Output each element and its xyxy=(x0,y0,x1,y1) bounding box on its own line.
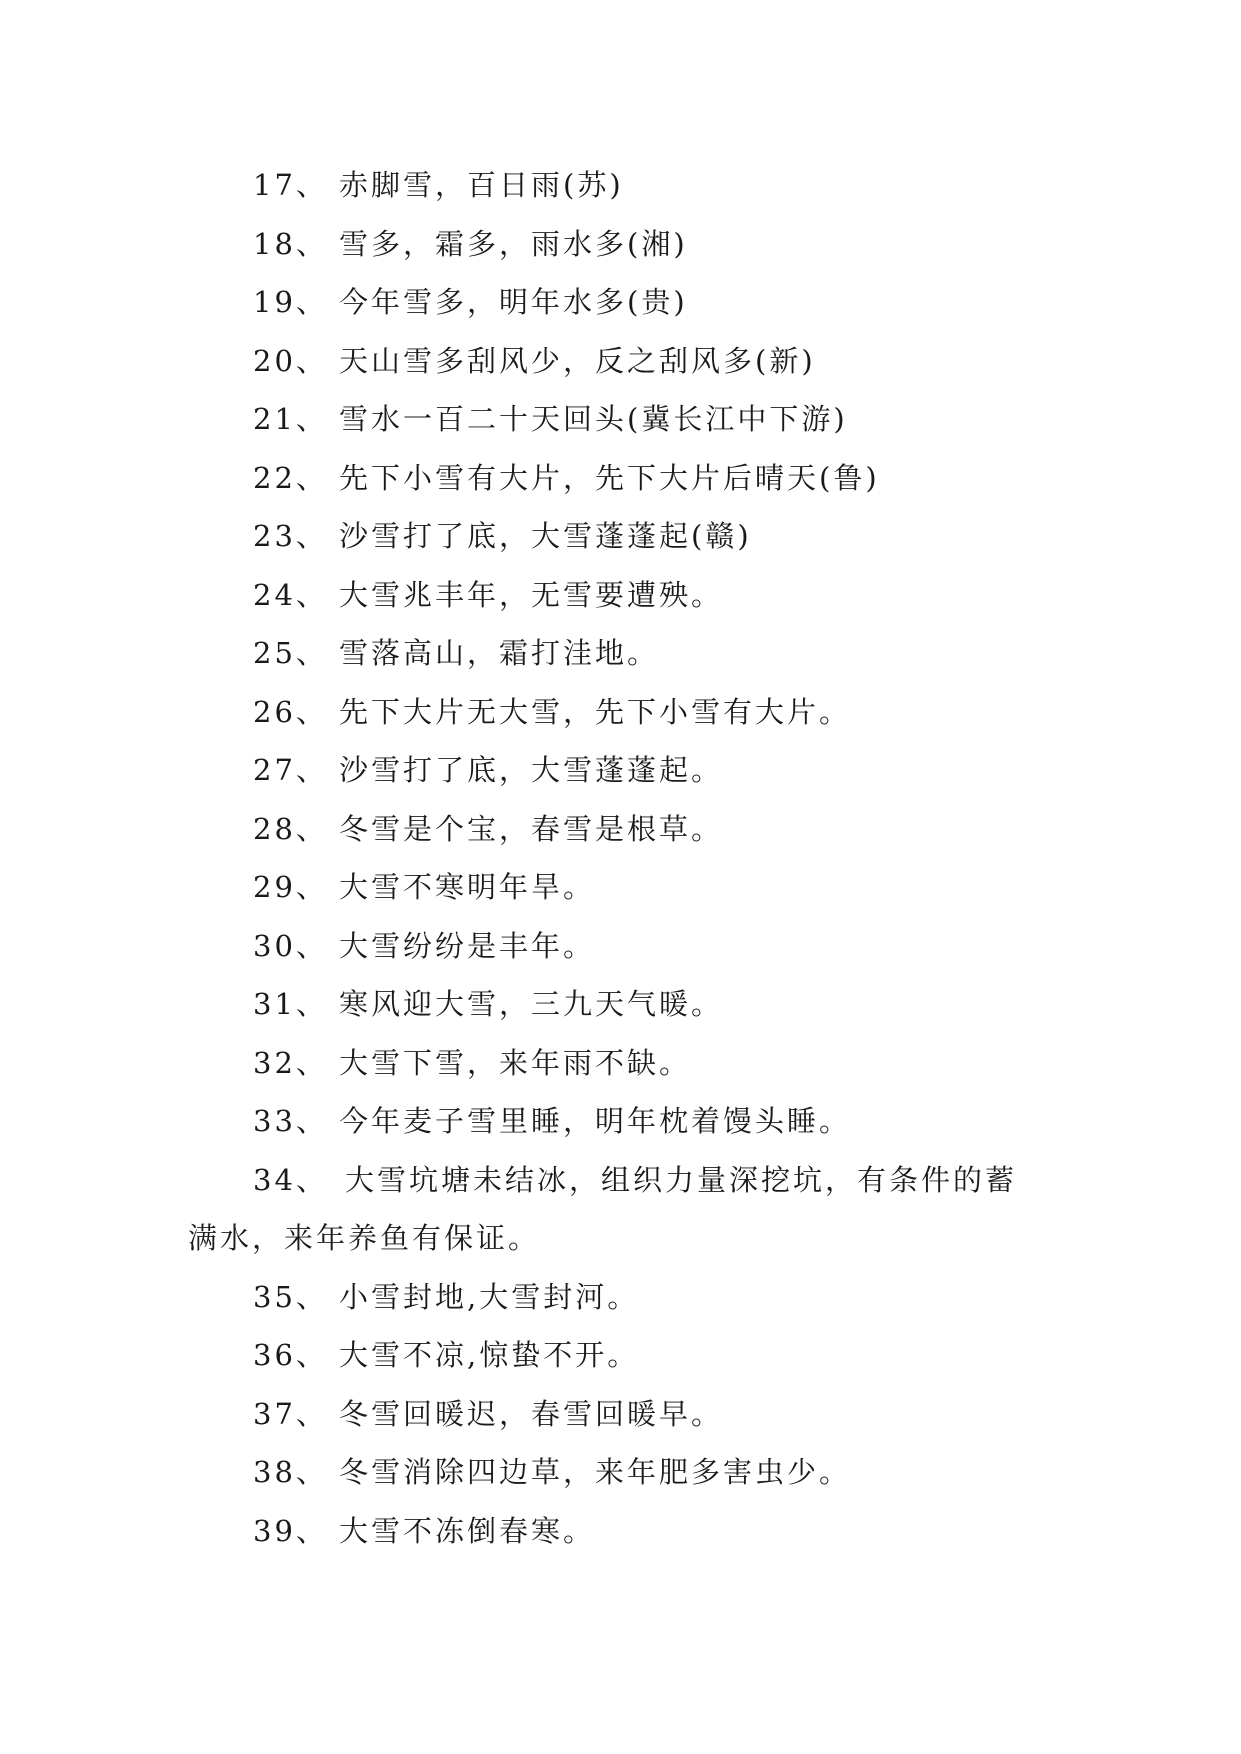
item-number: 37、 xyxy=(253,1396,328,1431)
item-text: 冬雪是个宝，春雪是根草。 xyxy=(339,811,724,846)
list-item xyxy=(0,449,1241,508)
item-text: 沙雪打了底，大雪蓬蓬起。 xyxy=(339,753,724,787)
item-text: 雪落高山，霜打洼地。 xyxy=(339,636,660,670)
item-text: 今年麦子雪里睡，明年枕着馒头睡。 xyxy=(339,1104,852,1138)
item-number: 34、 xyxy=(253,1162,328,1197)
item-text: 小雪封地,大雪封河。 xyxy=(339,1279,640,1314)
item-number: 32、 xyxy=(253,1045,328,1080)
item-text: 冬雪回暖迟，春雪回暖早。 xyxy=(339,1396,724,1431)
list-item xyxy=(0,741,1241,800)
item-text: 大雪兆丰年，无雪要遭殃。 xyxy=(339,577,724,612)
item-number: 18、 xyxy=(253,226,328,261)
item-text: 沙雪打了底，大雪蓬蓬起(赣) xyxy=(339,519,752,553)
list-item xyxy=(0,1034,1241,1093)
item-text: 大雪纷纷是丰年。 xyxy=(339,928,596,963)
list-item xyxy=(0,1326,1241,1385)
list-item xyxy=(0,332,1241,391)
item-text: 雪多，霜多，雨水多(湘) xyxy=(339,226,688,261)
item-number: 23、 xyxy=(253,519,328,553)
item-text: 雪水一百二十天回头(冀长江中下游) xyxy=(339,402,848,436)
item-number: 29、 xyxy=(253,870,328,904)
list-item xyxy=(0,1443,1241,1502)
item-number: 39、 xyxy=(253,1513,328,1548)
proverb-list xyxy=(0,156,1241,1560)
list-item xyxy=(0,566,1241,625)
item-number: 17、 xyxy=(253,168,328,202)
list-item xyxy=(0,975,1241,1034)
item-number: 19、 xyxy=(253,285,328,319)
list-item xyxy=(0,683,1241,742)
item-number: 36、 xyxy=(253,1338,328,1372)
list-item xyxy=(0,1385,1241,1444)
item-text: 赤脚雪，百日雨(苏) xyxy=(339,168,624,202)
list-item xyxy=(0,917,1241,976)
item-text: 寒风迎大雪，三九天气暖。 xyxy=(339,987,724,1021)
item-number: 30、 xyxy=(253,928,328,963)
item-number: 31、 xyxy=(253,987,328,1021)
item-text: 天山雪多刮风少，反之刮风多(新) xyxy=(339,343,816,378)
item-text: 大雪不冻倒春寒。 xyxy=(339,1513,596,1548)
list-item xyxy=(0,1092,1241,1151)
list-item xyxy=(0,390,1241,449)
list-item xyxy=(0,507,1241,566)
item-text: 大雪不寒明年旱。 xyxy=(339,870,596,904)
item-text: 冬雪消除四边草，来年肥多害虫少。 xyxy=(339,1455,852,1489)
item-text-continuation: 满水，来年养鱼有保证。 xyxy=(188,1221,541,1255)
list-item xyxy=(0,156,1241,215)
item-number: 22、 xyxy=(253,460,328,495)
item-text: 大雪不凉,惊蛰不开。 xyxy=(339,1338,640,1372)
item-number: 35、 xyxy=(253,1279,328,1314)
list-item xyxy=(0,624,1241,683)
item-text: 先下小雪有大片，先下大片后晴天(鲁) xyxy=(339,460,880,495)
item-number: 25、 xyxy=(253,636,328,670)
list-item xyxy=(0,858,1241,917)
item-number: 21、 xyxy=(253,402,328,436)
list-item xyxy=(0,800,1241,859)
list-item xyxy=(0,1268,1241,1327)
item-number: 24、 xyxy=(253,577,328,612)
list-item xyxy=(0,1151,1241,1268)
list-item xyxy=(0,273,1241,332)
item-number: 27、 xyxy=(253,753,328,787)
item-text: 先下大片无大雪，先下小雪有大片。 xyxy=(339,694,852,729)
list-item xyxy=(0,215,1241,274)
item-number: 20、 xyxy=(253,343,328,378)
item-number: 26、 xyxy=(253,694,328,729)
item-text: 今年雪多，明年水多(贵) xyxy=(339,285,688,319)
list-item xyxy=(0,1502,1241,1561)
item-text: 大雪下雪，来年雨不缺。 xyxy=(339,1045,692,1080)
item-number: 38、 xyxy=(253,1455,328,1489)
item-number: 33、 xyxy=(253,1104,328,1138)
item-number: 28、 xyxy=(253,811,328,846)
item-text: 大雪坑塘未结冰，组织力量深挖坑，有条件的蓄 xyxy=(345,1162,1018,1197)
